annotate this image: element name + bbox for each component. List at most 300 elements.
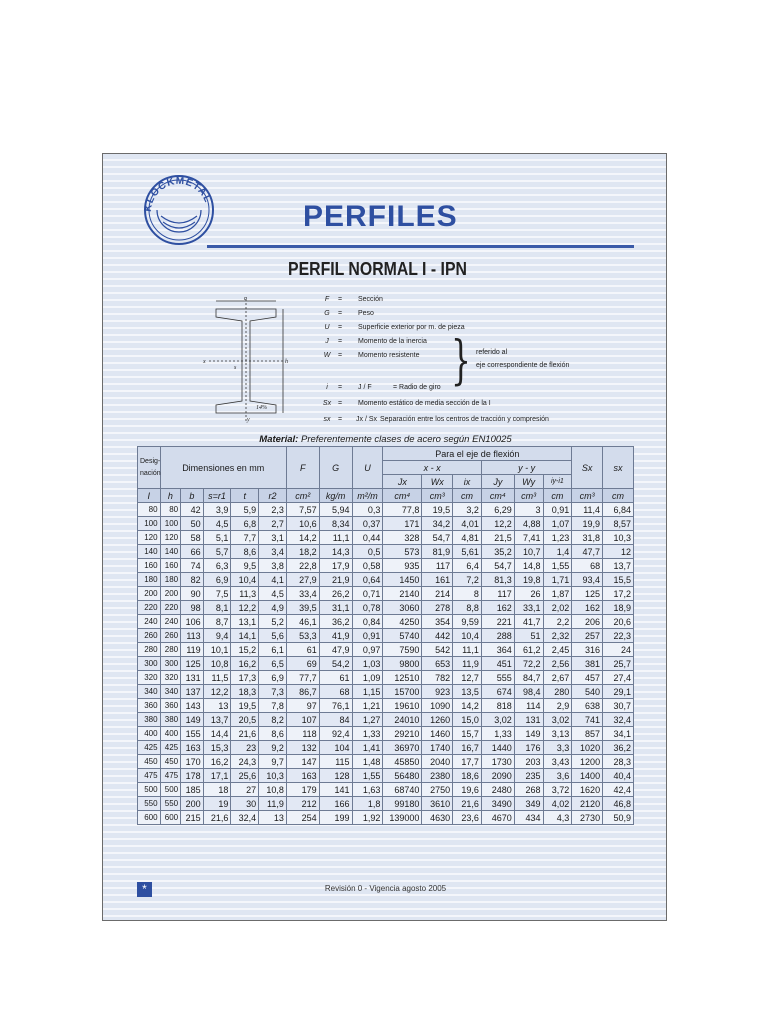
table-cell: 2,45	[543, 643, 572, 657]
table-cell: 13,1	[231, 615, 259, 629]
table-cell: 0,3	[352, 503, 383, 517]
header-dimensiones: Dimensiones en mm	[160, 447, 286, 489]
table-cell: 54,7	[422, 531, 453, 545]
table-cell: 98	[181, 601, 204, 615]
table-cell: 36,2	[319, 615, 352, 629]
table-cell: 0,58	[352, 559, 383, 573]
sx-fraction: Jx / Sx	[356, 416, 378, 423]
header-Jx: Jx	[383, 475, 422, 489]
table-cell: 1200	[572, 755, 603, 769]
table-cell: 3,2	[453, 503, 482, 517]
table-cell: 500	[160, 783, 181, 797]
table-cell: 2480	[481, 783, 514, 797]
table-cell: 741	[572, 713, 603, 727]
table-cell: 200	[160, 587, 181, 601]
table-cell: 7,3	[259, 685, 287, 699]
table-cell: 39,5	[286, 601, 319, 615]
table-cell: 25,7	[603, 657, 634, 671]
table-cell: 29,1	[603, 685, 634, 699]
table-cell: 21,9	[319, 573, 352, 587]
table-cell: 180	[138, 573, 161, 587]
table-cell: 98,4	[514, 685, 543, 699]
svg-text:KLOCKMETAL	[143, 176, 213, 213]
table-cell: 32,4	[231, 811, 259, 825]
table-cell: 54,7	[481, 559, 514, 573]
table-row	[138, 517, 634, 531]
table-cell: 4,02	[543, 797, 572, 811]
table-cell: 104	[319, 741, 352, 755]
table-row	[138, 769, 634, 783]
table-cell: 280	[138, 643, 161, 657]
table-cell: 935	[383, 559, 422, 573]
unit-cell: cm³	[422, 489, 453, 503]
material-note	[103, 434, 668, 445]
table-cell: 4,5	[203, 517, 231, 531]
table-cell: 381	[572, 657, 603, 671]
table-cell: 11,9	[259, 797, 287, 811]
table-cell: 1260	[422, 713, 453, 727]
table-cell: 260	[160, 629, 181, 643]
table-cell: 13,7	[203, 713, 231, 727]
table-row	[138, 727, 634, 741]
table-row	[138, 573, 634, 587]
unit-cell: s=r1	[203, 489, 231, 503]
table-cell: 360	[160, 699, 181, 713]
table-cell: 100	[160, 517, 181, 531]
table-cell: 540	[572, 685, 603, 699]
table-cell: 442	[422, 629, 453, 643]
material-label: Material:	[259, 434, 299, 445]
table-cell: 3,02	[481, 713, 514, 727]
table-cell: 128	[319, 769, 352, 783]
table-cell: 818	[481, 699, 514, 713]
table-cell: 450	[138, 755, 161, 769]
table-cell: 550	[138, 797, 161, 811]
table-cell: 19,8	[514, 573, 543, 587]
table-cell: 27	[231, 783, 259, 797]
table-cell: 137	[181, 685, 204, 699]
table-cell: 8,34	[319, 517, 352, 531]
header-axis-yy: y - y	[481, 461, 571, 475]
table-cell: 21,6	[453, 797, 482, 811]
table-cell: 10,4	[231, 573, 259, 587]
table-cell: 10,1	[203, 643, 231, 657]
table-cell: 2090	[481, 769, 514, 783]
table-cell: 120	[138, 531, 161, 545]
header-Wx: Wx	[422, 475, 453, 489]
table-cell: 3,1	[259, 531, 287, 545]
table-cell: 2040	[422, 755, 453, 769]
unit-cell: cm⁴	[383, 489, 422, 503]
table-cell: 782	[422, 671, 453, 685]
table-cell: 2,2	[543, 615, 572, 629]
table-cell: 199	[319, 811, 352, 825]
table-cell: 12510	[383, 671, 422, 685]
table-cell: 125	[572, 587, 603, 601]
table-cell: 107	[286, 713, 319, 727]
table-cell: 9800	[383, 657, 422, 671]
table-cell: 13	[203, 699, 231, 713]
table-cell: 160	[160, 559, 181, 573]
table-cell: 41,7	[514, 615, 543, 629]
table-cell: 35,2	[481, 545, 514, 559]
table-cell: 17,9	[319, 559, 352, 573]
table-cell: 125	[181, 657, 204, 671]
brace-symbol: }	[451, 331, 471, 391]
table-cell: 3,9	[203, 503, 231, 517]
table-cell: 3490	[481, 797, 514, 811]
ipn-profile-diagram	[201, 297, 291, 424]
star-mark: *	[137, 882, 152, 897]
table-cell: 3,4	[259, 545, 287, 559]
table-cell: 15,5	[603, 573, 634, 587]
table-cell: 10,6	[286, 517, 319, 531]
table-cell: 3	[514, 503, 543, 517]
table-cell: 7,7	[231, 531, 259, 545]
table-cell: 7,2	[453, 573, 482, 587]
table-cell: 2,02	[543, 601, 572, 615]
table-cell: 364	[481, 643, 514, 657]
table-cell: 6,3	[203, 559, 231, 573]
table-cell: 46,8	[603, 797, 634, 811]
table-cell: 254	[286, 811, 319, 825]
table-cell: 163	[286, 769, 319, 783]
table-cell: 8	[453, 587, 482, 601]
table-cell: 360	[138, 699, 161, 713]
ipn-properties-table	[137, 446, 634, 825]
table-cell: 220	[160, 601, 181, 615]
table-cell: 143	[181, 699, 204, 713]
table-cell: 149	[514, 727, 543, 741]
table-cell: 69	[286, 657, 319, 671]
unit-cell: r2	[259, 489, 287, 503]
header-ix: ix	[453, 475, 482, 489]
table-cell: 17,7	[453, 755, 482, 769]
table-cell: 1730	[481, 755, 514, 769]
table-cell: 77,7	[286, 671, 319, 685]
table-cell: 7,8	[259, 699, 287, 713]
table-cell: 16,2	[231, 657, 259, 671]
table-cell: 1090	[422, 699, 453, 713]
table-cell: 280	[160, 643, 181, 657]
table-cell: 4,01	[453, 517, 482, 531]
table-cell: 674	[481, 685, 514, 699]
header-flexion: Para el eje de flexión	[383, 447, 572, 461]
table-cell: 140	[138, 545, 161, 559]
table-cell: 20,6	[603, 615, 634, 629]
table-cell: 14,8	[514, 559, 543, 573]
table-cell: 14,1	[231, 629, 259, 643]
table-cell: 200	[138, 587, 161, 601]
diagram-label-b: b	[244, 297, 247, 302]
table-cell: 14,2	[286, 531, 319, 545]
table-cell: 176	[514, 741, 543, 755]
table-cell: 178	[181, 769, 204, 783]
table-row	[138, 629, 634, 643]
table-cell: 58	[181, 531, 204, 545]
table-cell: 320	[160, 671, 181, 685]
table-row	[138, 685, 634, 699]
unit-cell: I	[138, 489, 161, 503]
table-cell: 16,2	[203, 755, 231, 769]
table-cell: 1,33	[352, 727, 383, 741]
table-cell: 31,8	[572, 531, 603, 545]
table-cell: 12,2	[203, 685, 231, 699]
table-cell: 0,84	[352, 615, 383, 629]
table-row	[138, 713, 634, 727]
table-cell: 6,9	[259, 671, 287, 685]
table-cell: 25,6	[231, 769, 259, 783]
table-cell: 19,9	[572, 517, 603, 531]
table-cell: 18,6	[453, 769, 482, 783]
table-cell: 93,4	[572, 573, 603, 587]
table-cell: 2,56	[543, 657, 572, 671]
table-cell: 81,9	[422, 545, 453, 559]
header-G: G	[319, 447, 352, 489]
table-cell: 82	[181, 573, 204, 587]
page-subtitle: PERFIL NORMAL I - IPN	[288, 259, 467, 279]
table-cell: 22,3	[603, 629, 634, 643]
table-cell: 99180	[383, 797, 422, 811]
table-cell: 434	[514, 811, 543, 825]
table-cell: 15,7	[453, 727, 482, 741]
table-cell: 235	[514, 769, 543, 783]
table-cell: 21,6	[203, 811, 231, 825]
table-cell: 139000	[383, 811, 422, 825]
table-cell: 5,2	[259, 615, 287, 629]
table-cell: 68740	[383, 783, 422, 797]
table-cell: 56480	[383, 769, 422, 783]
table-cell: 555	[481, 671, 514, 685]
table-cell: 1,15	[352, 685, 383, 699]
table-cell: 24010	[383, 713, 422, 727]
table-cell: 2,32	[543, 629, 572, 643]
table-cell: 42	[181, 503, 204, 517]
table-cell: 120	[160, 531, 181, 545]
table-cell: 450	[160, 755, 181, 769]
table-cell: 8,6	[231, 545, 259, 559]
table-cell: 5,61	[453, 545, 482, 559]
unit-cell: kg/m	[319, 489, 352, 503]
klockmetal-logo	[141, 172, 217, 248]
table-cell: 36970	[383, 741, 422, 755]
table-cell: 0,71	[352, 587, 383, 601]
table-cell: 3,43	[543, 755, 572, 769]
table-cell: 300	[138, 657, 161, 671]
table-cell: 8,6	[259, 727, 287, 741]
table-cell: 47,9	[319, 643, 352, 657]
table-cell: 5,6	[259, 629, 287, 643]
table-cell: 1,23	[543, 531, 572, 545]
table-cell: 5,1	[203, 531, 231, 545]
table-cell: 3,02	[543, 713, 572, 727]
table-cell: 240	[138, 615, 161, 629]
table-cell: 475	[138, 769, 161, 783]
table-cell: 4,88	[514, 517, 543, 531]
table-row	[138, 615, 634, 629]
table-cell: 500	[138, 783, 161, 797]
table-cell: 6,84	[603, 503, 634, 517]
table-cell: 17,2	[603, 587, 634, 601]
table-cell: 1,27	[352, 713, 383, 727]
table-cell: 117	[481, 587, 514, 601]
table-cell: 215	[181, 811, 204, 825]
table-cell: 4630	[422, 811, 453, 825]
table-cell: 76,1	[319, 699, 352, 713]
table-cell: 1,71	[543, 573, 572, 587]
table-cell: 6,29	[481, 503, 514, 517]
table-cell: 288	[481, 629, 514, 643]
table-cell: 221	[481, 615, 514, 629]
table-cell: 12	[603, 545, 634, 559]
table-row	[138, 587, 634, 601]
table-cell: 0,44	[352, 531, 383, 545]
table-cell: 81,3	[481, 573, 514, 587]
header-sx-small: sx	[603, 447, 634, 489]
table-cell: 0,97	[352, 643, 383, 657]
table-cell: 18,2	[286, 545, 319, 559]
table-cell: 0,91	[543, 503, 572, 517]
table-cell: 18	[203, 783, 231, 797]
table-cell: 19,6	[453, 783, 482, 797]
table-cell: 84,7	[514, 671, 543, 685]
table-cell: 400	[138, 727, 161, 741]
table-body	[138, 503, 634, 825]
header-Wy: Wy	[514, 475, 543, 489]
table-cell: 40,4	[603, 769, 634, 783]
table-row	[138, 741, 634, 755]
diagram-label-x: x	[203, 359, 206, 365]
table-cell: 24	[603, 643, 634, 657]
table-cell: 1,33	[481, 727, 514, 741]
table-cell: 328	[383, 531, 422, 545]
table-cell: 10,4	[453, 629, 482, 643]
table-cell: 33,1	[514, 601, 543, 615]
table-cell: 1,09	[352, 671, 383, 685]
table-cell: 61,2	[514, 643, 543, 657]
unit-cell: cm²	[286, 489, 319, 503]
table-cell: 206	[572, 615, 603, 629]
table-cell: 17,1	[203, 769, 231, 783]
table-cell: 425	[138, 741, 161, 755]
table-cell: 354	[422, 615, 453, 629]
table-cell: 141	[319, 783, 352, 797]
table-cell: 14,2	[453, 699, 482, 713]
table-cell: 66	[181, 545, 204, 559]
table-cell: 160	[138, 559, 161, 573]
table-cell: 80	[138, 503, 161, 517]
table-cell: 1020	[572, 741, 603, 755]
table-row	[138, 545, 634, 559]
table-cell: 166	[319, 797, 352, 811]
table-cell: 1,55	[352, 769, 383, 783]
table-row	[138, 797, 634, 811]
diagram-angle: 14%	[256, 405, 267, 411]
table-cell: 115	[319, 755, 352, 769]
table-cell: 29210	[383, 727, 422, 741]
table-cell: 68	[572, 559, 603, 573]
unit-cell: cm⁴	[481, 489, 514, 503]
table-cell: 451	[481, 657, 514, 671]
table-cell: 278	[422, 601, 453, 615]
table-cell: 21,5	[481, 531, 514, 545]
table-cell: 214	[422, 587, 453, 601]
table-cell: 140	[160, 545, 181, 559]
table-cell: 23,6	[453, 811, 482, 825]
table-cell: 15,3	[203, 741, 231, 755]
table-row	[138, 601, 634, 615]
table-cell: 349	[514, 797, 543, 811]
table-cell: 10,3	[603, 531, 634, 545]
table-cell: 117	[422, 559, 453, 573]
table-cell: 185	[181, 783, 204, 797]
table-cell: 20,5	[231, 713, 259, 727]
unit-cell: cm³	[572, 489, 603, 503]
table-cell: 21,6	[231, 727, 259, 741]
table-cell: 0,64	[352, 573, 383, 587]
table-cell: 51	[514, 629, 543, 643]
table-cell: 171	[383, 517, 422, 531]
table-cell: 14,4	[203, 727, 231, 741]
diagram-label-s: s	[234, 365, 237, 371]
table-cell: 380	[160, 713, 181, 727]
table-cell: 27,9	[286, 573, 319, 587]
unit-cell: cm³	[514, 489, 543, 503]
table-cell: 161	[422, 573, 453, 587]
table-cell: 857	[572, 727, 603, 741]
table-cell: 3,8	[259, 559, 287, 573]
table-cell: 33,4	[286, 587, 319, 601]
table-cell: 12,7	[453, 671, 482, 685]
table-cell: 0,91	[352, 629, 383, 643]
table-cell: 149	[181, 713, 204, 727]
table-cell: 2140	[383, 587, 422, 601]
table-cell: 17,3	[231, 671, 259, 685]
table-cell: 14,3	[319, 545, 352, 559]
table-cell: 600	[138, 811, 161, 825]
table-row	[138, 755, 634, 769]
table-row	[138, 671, 634, 685]
table-cell: 131	[181, 671, 204, 685]
unit-cell: cm	[603, 489, 634, 503]
table-cell: 84	[319, 713, 352, 727]
table-cell: 5,7	[203, 545, 231, 559]
table-cell: 1,55	[543, 559, 572, 573]
table-cell: 1740	[422, 741, 453, 755]
table-cell: 28,3	[603, 755, 634, 769]
table-cell: 3,72	[543, 783, 572, 797]
table-cell: 24,3	[231, 755, 259, 769]
table-cell: 3,6	[543, 769, 572, 783]
header-axis-xx: x - x	[383, 461, 482, 475]
table-cell: 653	[422, 657, 453, 671]
table-row	[138, 559, 634, 573]
table-cell: 2,9	[543, 699, 572, 713]
table-cell: 50	[181, 517, 204, 531]
table-cell: 19,5	[422, 503, 453, 517]
table-cell: 19	[203, 797, 231, 811]
logo-text: KLOCKMETAL	[142, 175, 214, 213]
table-cell: 15,0	[453, 713, 482, 727]
table-row	[138, 783, 634, 797]
table-cell: 12,2	[481, 517, 514, 531]
table-cell: 13,7	[603, 559, 634, 573]
table-cell: 47,7	[572, 545, 603, 559]
title-divider	[207, 245, 634, 248]
table-cell: 425	[160, 741, 181, 755]
table-cell: 80	[160, 503, 181, 517]
table-cell: 9,7	[259, 755, 287, 769]
